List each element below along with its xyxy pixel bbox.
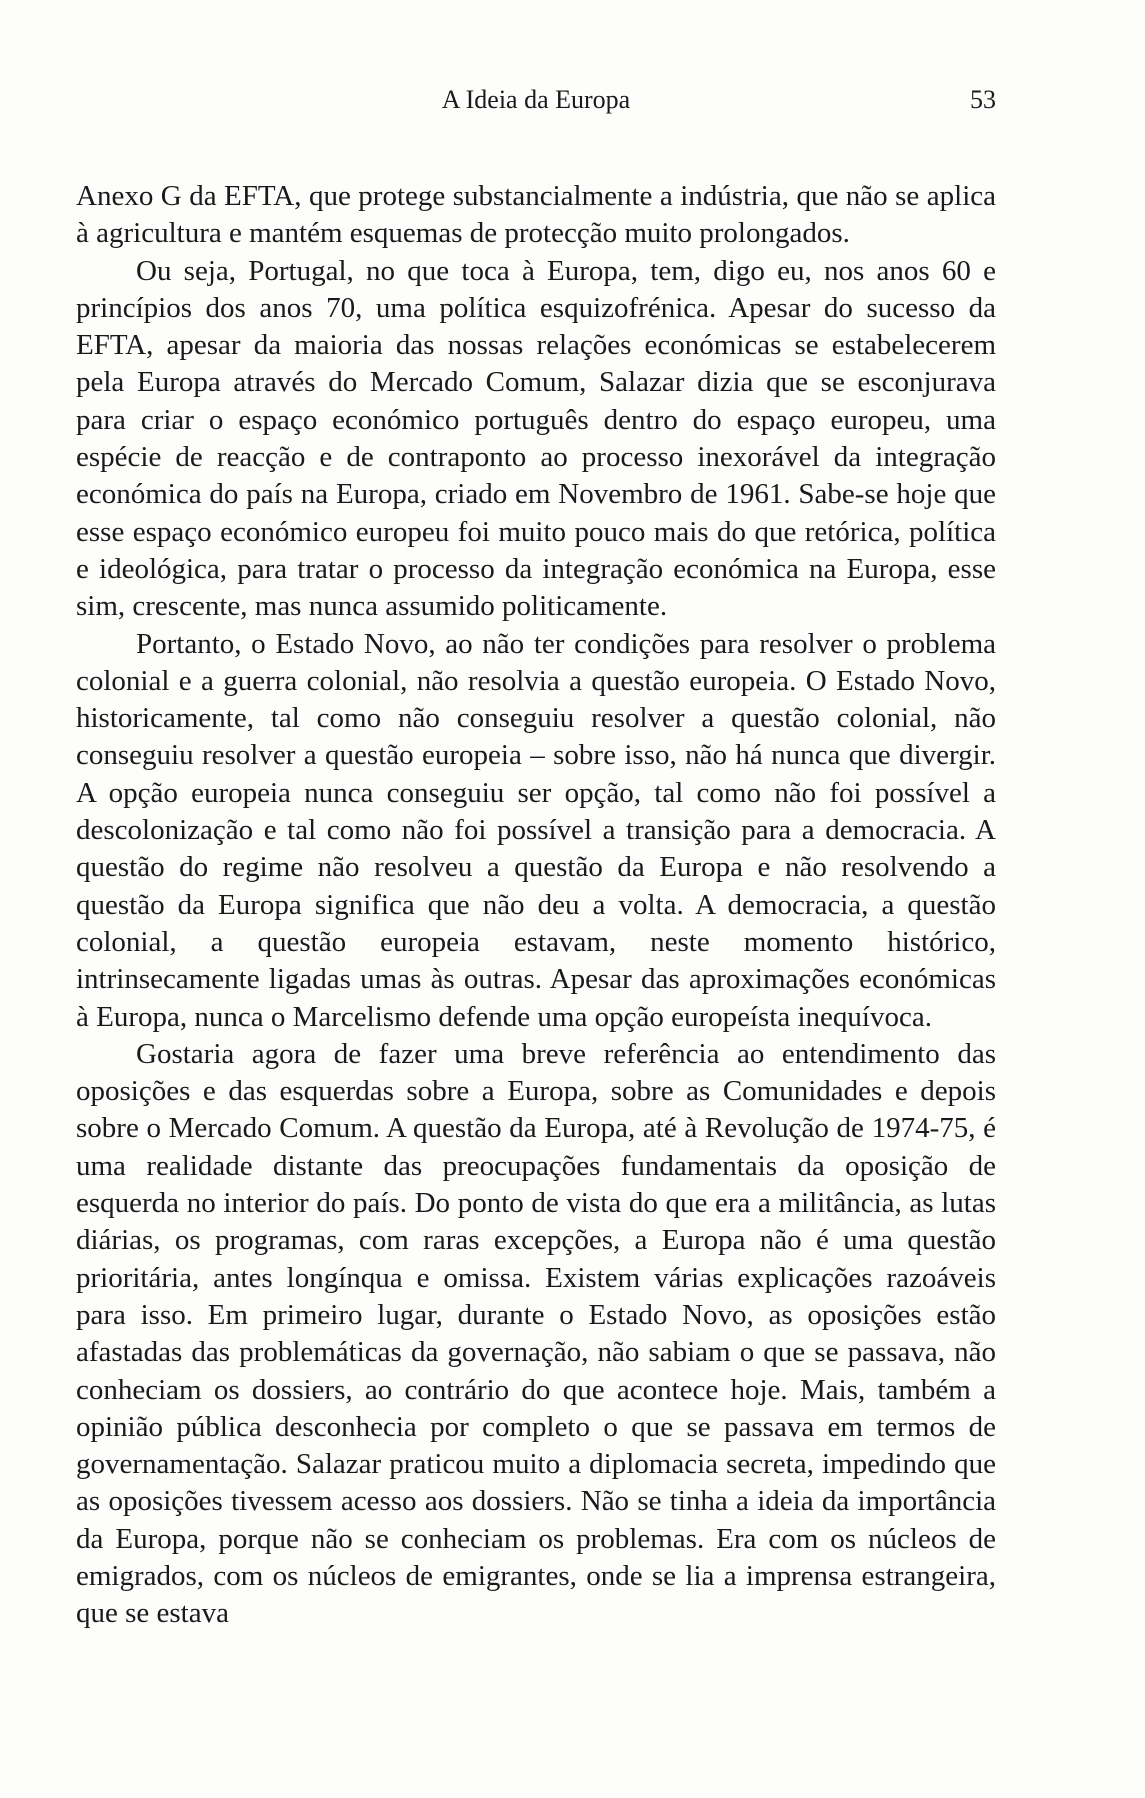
running-title: A Ideia da Europa [441,85,631,114]
page-number: 53 [970,85,996,114]
paragraph-4: Gostaria agora de fazer uma breve referência ao entendimento das oposições e das esquerdas sobre a Europa, sobre as Comunidades e depois sobre o Mercado Comum. A questão da Europa, até à Revolução de 1974-75, é uma realidade distante das preocupações fundamentais da oposição de esquerda no interior do país. Do ponto de vista do que era a militância, as lutas diárias, os programas, com raras excepções, a Europa não é uma questão prioritária, antes longínqua e omissa. Existem várias explicações razoáveis para isso. Em primeiro lugar, durante o Estado Novo, as oposições estão afastadas das problemáticas da governação, não sabiam o que se passava, não conheciam os dossiers, ao contrário do que acontece hoje. Mais, também a opinião pública desconhecia por completo o que se passava em termos de governamentação. Salazar praticou muito a diplomacia secreta, impedindo que as oposições tivessem acesso aos dossiers. Não se tinha a ideia da importância da Europa, porque não se conheciam os problemas. Era com os núcleos de emigrados, com os núcleos de emigrantes, onde se lia a imprensa estrangeira, que se estava [76,1037,996,1630]
paragraph-1: Anexo G da EFTA, que protege substancialmente a indústria, que não se aplica à agricultura e mantém esquemas de protecção muito prolongados. [76,180,996,250]
body-text [76,178,996,1633]
running-header [76,82,996,118]
paragraph-3: Portanto, o Estado Novo, ao não ter condições para resolver o problema colonial e a guerra colonial, não resolvia a questão europeia. O Estado Novo, historicamente, tal como não conseguiu resolver a questão colonial, não conseguiu resolver a questão europeia – sobre isso, não há nunca que divergir. A opção europeia nunca conseguiu ser opção, tal como não foi possível a descolonização e tal como não foi possível a transição para a democracia. A questão do regime não resolveu a questão da Europa e não resolvendo a questão da Europa significa que não deu a volta. A democracia, a questão colonial, a questão europeia estavam, neste momento histórico, intrinsecamente ligadas umas às outras. Apesar das aproximações económicas à Europa, nunca o Marcelismo defende uma opção europeísta inequívoca. [76,627,996,1033]
paragraph-2: Ou seja, Portugal, no que toca à Europa, tem, digo eu, nos anos 60 e princípios dos anos 70, uma política esquizofrénica. Apesar do sucesso da EFTA, apesar da maioria das nossas relações económicas se estabelecerem pela Europa através do Mercado Comum, Salazar dizia que se esconjurava para criar o espaço económico português dentro do espaço europeu, uma espécie de reacção e de contraponto ao processo inexorável da integração económica do país na Europa, criado em Novembro de 1961. Sabe-se hoje que esse espaço económico europeu foi muito pouco mais do que retórica, política e ideológica, para tratar o processo da integração económica na Europa, esse sim, crescente, mas nunca assumido politicamente. [76,254,996,623]
